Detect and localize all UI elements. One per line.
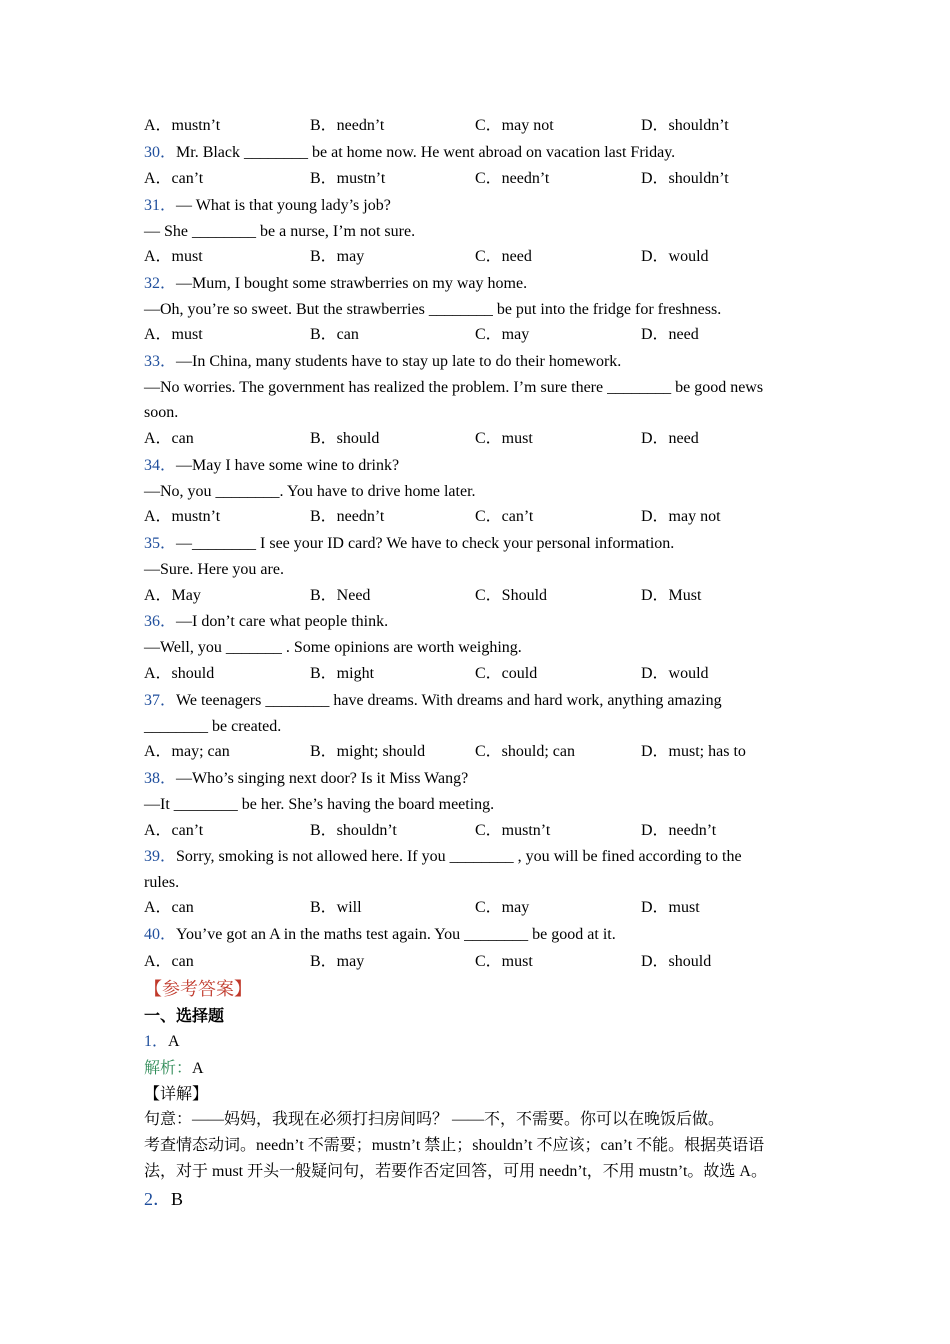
q38-options	[144, 821, 844, 841]
question-number: 32．	[144, 275, 177, 292]
option-d[interactable]: D．need	[641, 326, 699, 343]
q34-stem	[144, 456, 399, 476]
question-text: — What is that young lady’s job?	[176, 197, 391, 214]
option-c[interactable]: C．needn’t	[475, 170, 550, 187]
option-d[interactable]: D．shouldn’t	[641, 117, 729, 134]
option-c[interactable]: C．should; can	[475, 743, 575, 760]
q39-options	[144, 898, 844, 918]
question-text: —In China, many students have to stay up late to do their homework.	[176, 353, 622, 370]
option-a[interactable]: A．can	[144, 899, 194, 916]
option-d[interactable]: D．shouldn’t	[641, 170, 729, 187]
option-b[interactable]: B．needn’t	[310, 117, 385, 134]
option-d[interactable]: D．would	[641, 248, 709, 265]
detail-heading: 【详解】	[144, 1086, 209, 1103]
question-number: 38．	[144, 770, 177, 787]
q33-options	[144, 429, 844, 449]
q37-stem	[144, 691, 722, 711]
q33-stem	[144, 352, 621, 372]
q35-options	[144, 586, 844, 606]
option-d[interactable]: D．must	[641, 899, 700, 916]
option-b[interactable]: B．mustn’t	[310, 170, 386, 187]
question-number: 37．	[144, 692, 177, 709]
q40-stem	[144, 925, 616, 945]
q37-options	[144, 742, 844, 762]
q39-stem	[144, 847, 742, 867]
q38-line: —It ________ be her. She’s having the board meeting.	[144, 796, 495, 813]
explanation-value: A	[192, 1060, 204, 1077]
option-a[interactable]: A．must	[144, 248, 203, 265]
option-b[interactable]: B．needn’t	[310, 508, 385, 525]
q40-options	[144, 952, 844, 972]
option-a[interactable]: A．must	[144, 326, 203, 343]
option-a[interactable]: A．May	[144, 587, 201, 604]
q30-options	[144, 169, 844, 189]
explanation-line	[144, 1059, 204, 1079]
option-a[interactable]: A．can’t	[144, 170, 204, 187]
option-b[interactable]: B．may	[310, 953, 365, 970]
answer-number: 2．	[144, 1189, 171, 1209]
q31-line: — She ________ be a nurse, I’m not sure.	[144, 223, 416, 240]
option-c[interactable]: C．may	[475, 899, 530, 916]
question-number: 35．	[144, 535, 177, 552]
q35-stem	[144, 534, 674, 554]
option-a[interactable]: A．can’t	[144, 822, 204, 839]
option-b[interactable]: B．can	[310, 326, 359, 343]
q31-options	[144, 247, 844, 267]
q32-options	[144, 325, 844, 345]
q32-stem	[144, 274, 527, 294]
option-a[interactable]: A．mustn’t	[144, 117, 221, 134]
q39-line: rules.	[144, 874, 180, 891]
option-b[interactable]: B．Need	[310, 587, 371, 604]
option-c[interactable]: C．may not	[475, 117, 554, 134]
option-a[interactable]: A．can	[144, 953, 194, 970]
option-d[interactable]: D．should	[641, 953, 712, 970]
option-d[interactable]: D．must; has to	[641, 743, 746, 760]
detail-text: 考查情态动词。needn’t 不需要；mustn’t 禁止；shouldn’t 不应该；can’t 不能。根据英语语	[144, 1137, 765, 1154]
question-number: 33．	[144, 353, 177, 370]
question-text: —I don’t care what people think.	[176, 613, 389, 630]
option-d[interactable]: D．may not	[641, 508, 721, 525]
section-heading: 一、选择题	[144, 1008, 225, 1025]
q33-line: soon.	[144, 404, 179, 421]
question-number: 34．	[144, 457, 177, 474]
question-text: —Who’s singing next door? Is it Miss Wang?	[176, 770, 469, 787]
q36-options	[144, 664, 844, 684]
option-c[interactable]: C．can’t	[475, 508, 534, 525]
option-c[interactable]: C．mustn’t	[475, 822, 551, 839]
option-d[interactable]: D．needn’t	[641, 822, 717, 839]
question-number: 30．	[144, 144, 177, 161]
option-d[interactable]: D．Must	[641, 587, 702, 604]
option-c[interactable]: C．could	[475, 665, 538, 682]
option-b[interactable]: B．shouldn’t	[310, 822, 397, 839]
option-b[interactable]: B．may	[310, 248, 365, 265]
option-c[interactable]: C．Should	[475, 587, 548, 604]
q35-line: —Sure. Here you are.	[144, 561, 284, 578]
option-a[interactable]: A．mustn’t	[144, 508, 221, 525]
q37-line: ________ be created.	[144, 718, 282, 735]
answer-2	[144, 1189, 183, 1209]
q30-stem	[144, 143, 675, 163]
question-number: 39．	[144, 848, 177, 865]
answer-number: 1．	[144, 1033, 169, 1050]
option-c[interactable]: C．must	[475, 430, 533, 447]
q32-line: —Oh, you’re so sweet. But the strawberries ________ be put into the fridge for freshness.	[144, 301, 722, 318]
question-text: —May I have some wine to drink?	[176, 457, 400, 474]
q29-options	[144, 116, 844, 136]
question-number: 36．	[144, 613, 177, 630]
question-text: We teenagers ________ have dreams. With dreams and hard work, anything amazing	[176, 692, 722, 709]
option-b[interactable]: B．will	[310, 899, 362, 916]
answer-value: B	[171, 1189, 184, 1209]
option-a[interactable]: A．can	[144, 430, 194, 447]
answer-key-title: 【参考答案】	[144, 979, 252, 999]
question-text: Sorry, smoking is not allowed here. If you ________ , you will be fined according to the	[176, 848, 742, 865]
option-a[interactable]: A．should	[144, 665, 215, 682]
q34-line: —No, you ________. You have to drive home later.	[144, 483, 476, 500]
option-b[interactable]: B．should	[310, 430, 380, 447]
q31-stem	[144, 196, 391, 216]
question-number: 40．	[144, 926, 177, 943]
explanation-label: 解析：	[144, 1060, 193, 1077]
question-text: You’ve got an A in the maths test again. You ________ be good at it.	[176, 926, 616, 943]
answer-value: A	[168, 1033, 180, 1050]
question-text: Mr. Black ________ be at home now. He went abroad on vacation last Friday.	[176, 144, 676, 161]
question-number: 31．	[144, 197, 177, 214]
detail-text: 句意：——妈妈，我现在必须打扫房间吗？ ——不，不需要。你可以在晚饭后做。	[144, 1111, 725, 1128]
q36-stem	[144, 612, 388, 632]
option-d[interactable]: D．would	[641, 665, 709, 682]
option-c[interactable]: C．may	[475, 326, 530, 343]
option-c[interactable]: C．must	[475, 953, 533, 970]
option-b[interactable]: B．might	[310, 665, 375, 682]
option-d[interactable]: D．need	[641, 430, 699, 447]
q36-line: —Well, you _______ . Some opinions are worth weighing.	[144, 639, 522, 656]
option-a[interactable]: A．may; can	[144, 743, 230, 760]
q34-options	[144, 507, 844, 527]
option-c[interactable]: C．need	[475, 248, 532, 265]
detail-text: 法，对于 must 开头一般疑问句，若要作否定回答，可用 needn’t，不用 mustn’t。故选 A。	[144, 1163, 767, 1180]
answer-1	[144, 1032, 180, 1052]
q33-line: —No worries. The government has realized the problem. I’m sure there ________ be good news	[144, 379, 764, 396]
q38-stem	[144, 769, 468, 789]
option-b[interactable]: B．might; should	[310, 743, 426, 760]
question-text: —Mum, I bought some strawberries on my way home.	[176, 275, 528, 292]
question-text: —________ I see your ID card? We have to check your personal information.	[176, 535, 675, 552]
